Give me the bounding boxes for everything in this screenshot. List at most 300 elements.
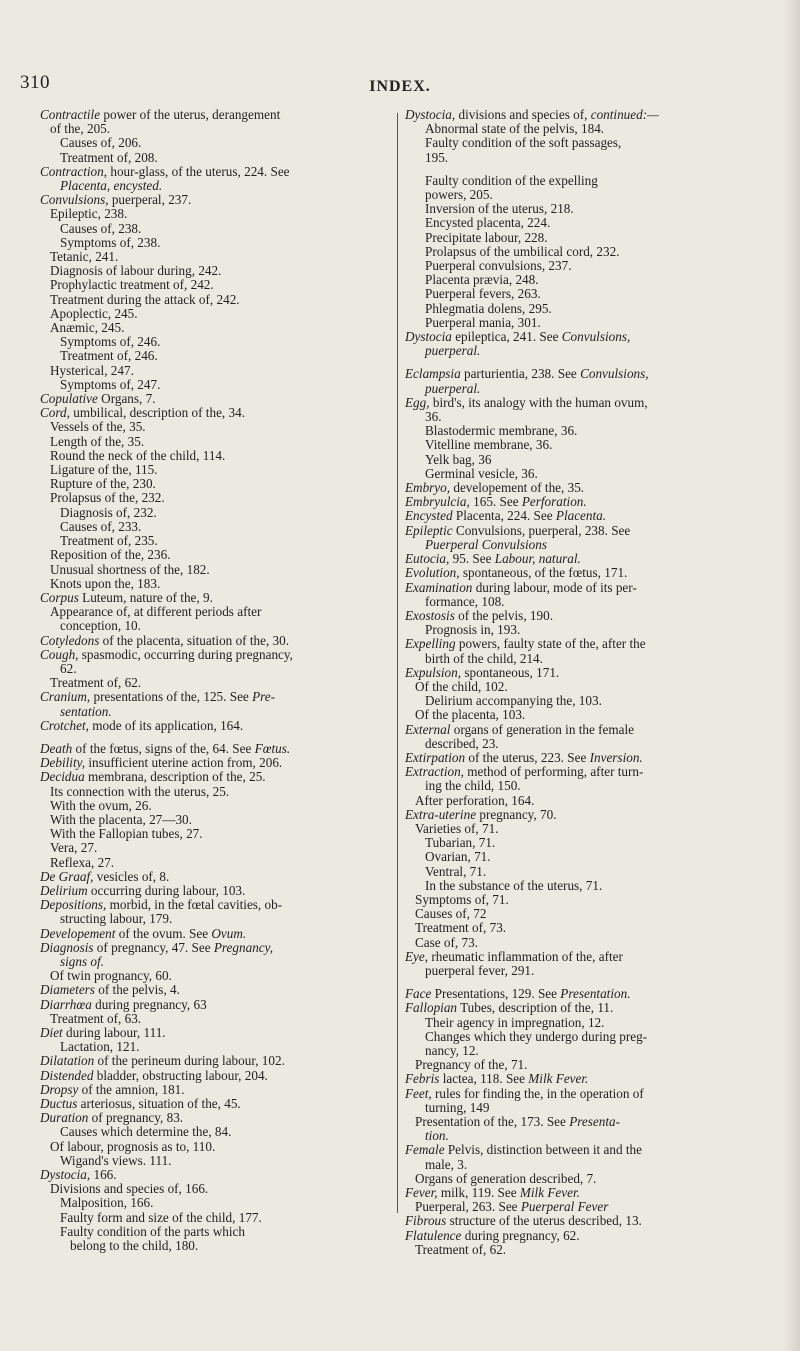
index-text: Faulty condition of the expelling — [425, 172, 598, 188]
index-cross-reference: Puerperal Fever — [520, 1199, 609, 1215]
index-entry — [405, 396, 763, 410]
index-term: puerperal. — [425, 343, 481, 359]
index-entry — [40, 1026, 388, 1040]
index-entry — [40, 222, 388, 236]
index-text: during pregnancy, 62. — [461, 1227, 580, 1243]
index-entry — [405, 552, 763, 566]
index-text: Tubes, description of the, 11. — [457, 1000, 614, 1016]
index-entry — [405, 287, 763, 301]
index-cross-reference: Fœtus. — [254, 740, 291, 756]
index-term: Embryo, — [405, 480, 451, 496]
index-entry — [405, 108, 763, 122]
index-cross-reference: Presenta- — [569, 1114, 620, 1130]
index-entry — [40, 870, 388, 884]
index-cross-reference: Convulsions, — [561, 329, 631, 345]
index-entry — [40, 648, 388, 662]
index-entry — [40, 364, 388, 378]
index-text: 36. — [425, 409, 442, 425]
index-term: Exostosis — [405, 607, 455, 623]
index-text: umbilical, description of the, 34. — [69, 405, 246, 421]
index-entry — [40, 122, 388, 136]
index-entry — [405, 1172, 763, 1186]
index-entry — [40, 1069, 388, 1083]
index-text: Puerperal convulsions, 237. — [425, 258, 572, 274]
index-text: Treatment of, 63. — [50, 1010, 142, 1026]
index-text: Reflexa, 27. — [50, 854, 115, 870]
index-term: signs of. — [60, 953, 104, 969]
index-term: Decidua — [40, 769, 85, 785]
index-entry — [405, 1186, 763, 1200]
index-cross-reference: Milk Fever. — [519, 1185, 580, 1201]
index-text: In the substance of the uterus, 71. — [425, 877, 603, 893]
index-entry — [40, 108, 388, 122]
index-entry — [40, 449, 388, 463]
index-entry — [40, 506, 388, 520]
index-text: described, 23. — [425, 735, 499, 751]
index-entry — [40, 335, 388, 349]
index-entry — [40, 1196, 388, 1210]
index-entry — [40, 1239, 388, 1253]
index-entry — [40, 856, 388, 870]
index-entry — [405, 637, 763, 651]
index-text: Organs, 7. — [97, 391, 156, 407]
index-entry — [405, 694, 763, 708]
index-text: Ventral, 71. — [425, 863, 487, 879]
index-text: bladder, obstructing labour, 204. — [93, 1067, 268, 1083]
index-text: Its connection with the uterus, 25. — [50, 783, 230, 799]
index-text: Luteum, nature of the, 9. — [78, 589, 213, 605]
index-cross-reference: Inversion. — [589, 749, 643, 765]
index-term: Female — [405, 1142, 445, 1158]
index-text: spontaneous, of the fœtus, 171. — [459, 565, 628, 581]
index-entry — [40, 563, 388, 577]
index-entry — [40, 392, 388, 406]
index-text: Vera, 27. — [50, 840, 98, 856]
index-text: Yelk bag, 36 — [425, 451, 492, 467]
index-text: morbid, in the fœtal cavities, ob- — [106, 897, 283, 913]
index-entry — [40, 813, 388, 827]
index-text: power of the uterus, derangement — [100, 107, 281, 122]
index-entry — [405, 467, 763, 481]
index-text: Of twin prognancy, 60. — [50, 968, 172, 984]
index-entry — [405, 424, 763, 438]
index-entry — [40, 1040, 388, 1054]
index-entry — [405, 1016, 763, 1030]
index-entry — [405, 836, 763, 850]
index-text: Diagnosis of, 232. — [60, 504, 157, 520]
index-text: birth of the child, 214. — [425, 650, 543, 666]
index-cross-reference: Convulsions, — [580, 366, 649, 382]
index-entry — [40, 742, 388, 756]
index-term: tion. — [425, 1128, 449, 1144]
index-text: 165. See — [469, 494, 519, 510]
index-text: organs of generation in the female — [450, 721, 635, 737]
index-text: Their agency in impregnation, 12. — [425, 1014, 605, 1030]
index-entry — [405, 1158, 763, 1172]
index-text: With the placenta, 27—30. — [50, 811, 192, 827]
index-entry — [405, 316, 763, 330]
index-cross-reference: Presentation. — [560, 986, 631, 1002]
index-term: Puerperal Convulsions — [425, 536, 547, 552]
index-entry — [40, 236, 388, 250]
index-text: during labour, mode of its per- — [472, 579, 637, 595]
index-entry — [40, 1182, 388, 1196]
index-entry — [40, 577, 388, 591]
index-text: spasmodic, occurring during pregnancy, — [78, 646, 293, 662]
index-text: rules for finding the, in the operation of — [431, 1085, 644, 1101]
index-entry — [40, 676, 388, 690]
index-entry — [405, 865, 763, 879]
index-entry — [40, 293, 388, 307]
index-entry — [405, 245, 763, 259]
index-text: Tubarian, 71. — [425, 835, 496, 851]
index-term: Cranium, — [40, 689, 91, 705]
index-entry — [405, 1214, 763, 1228]
index-entry — [40, 406, 388, 420]
index-entry — [40, 520, 388, 534]
index-text: Organs of generation described, 7. — [415, 1170, 597, 1186]
index-entry — [40, 534, 388, 548]
index-text: Placenta, 224. See — [452, 508, 553, 524]
index-text: Diagnosis of labour during, 242. — [50, 263, 222, 279]
index-entry — [40, 983, 388, 997]
index-term: Developement — [40, 925, 116, 941]
index-entry — [405, 666, 763, 680]
index-text: Inversion of the uterus, 218. — [425, 201, 574, 217]
index-term: Dystocia, — [405, 107, 456, 122]
index-term: Extra-uterine — [405, 806, 477, 822]
index-term: Corpus — [40, 589, 79, 605]
index-entry — [40, 193, 388, 207]
index-entry — [40, 998, 388, 1012]
index-text: Wigand's views. 111. — [60, 1152, 172, 1168]
index-text: powers, 205. — [425, 187, 493, 203]
index-term: Extraction, — [405, 764, 464, 780]
index-term: Dystocia — [405, 329, 452, 345]
index-text: Placenta prævia, 248. — [425, 272, 539, 288]
index-entry — [40, 898, 388, 912]
index-entry — [40, 619, 388, 633]
index-entry — [405, 879, 763, 893]
index-entry — [405, 122, 763, 136]
index-text: of the perineum during labour, 102. — [94, 1053, 285, 1069]
index-column-left — [40, 108, 388, 1253]
index-text: Reposition of the, 236. — [50, 547, 171, 563]
index-term: Fibrous — [405, 1213, 447, 1229]
index-term: Death — [40, 740, 73, 756]
index-text: Rupture of the, 230. — [50, 476, 156, 492]
index-cross-reference: continued:— — [590, 107, 659, 122]
index-text: Causes of, 206. — [60, 135, 142, 151]
index-term: Encysted — [405, 508, 453, 524]
index-entry — [40, 827, 388, 841]
index-entry — [40, 605, 388, 619]
index-entry — [405, 302, 763, 316]
index-term: Cough, — [40, 646, 79, 662]
index-entry — [405, 1058, 763, 1072]
index-entry — [405, 202, 763, 216]
index-entry — [405, 794, 763, 808]
index-text: Presentations, 129. See — [431, 986, 557, 1002]
index-text: formance, 108. — [425, 593, 505, 609]
index-text: With the ovum, 26. — [50, 797, 152, 813]
index-text: Prophylactic treatment of, 242. — [50, 277, 214, 293]
index-cross-reference: Ovum. — [211, 925, 247, 941]
index-text: Puerperal mania, 301. — [425, 314, 541, 330]
index-term: Expelling — [405, 636, 456, 652]
index-text: parturientia, 238. See — [460, 366, 577, 382]
index-text: milk, 119. See — [437, 1185, 517, 1201]
index-text: Ovarian, 71. — [425, 849, 491, 865]
index-text: of the, 205. — [50, 121, 111, 137]
index-text: Tetanic, 241. — [50, 249, 119, 265]
index-term: Fever, — [405, 1185, 438, 1201]
index-entry — [40, 662, 388, 676]
index-term: Convulsions, — [40, 192, 109, 208]
index-text: Delirium accompanying the, 103. — [425, 693, 602, 709]
index-entry — [405, 581, 763, 595]
index-text: Of labour, prognosis as to, 110. — [50, 1138, 216, 1154]
index-entry — [405, 936, 763, 950]
index-text: powers, faulty state of the, after the — [455, 636, 646, 652]
index-text: Causes of, 238. — [60, 220, 142, 236]
index-cross-reference: Labour, natural. — [494, 551, 581, 567]
index-text: Ligature of the, 115. — [50, 462, 158, 478]
index-entry — [405, 850, 763, 864]
index-text: Precipitate labour, 228. — [425, 229, 548, 245]
index-entry — [405, 1200, 763, 1214]
index-text: structing labour, 179. — [60, 911, 173, 927]
index-text: Treatment of, 246. — [60, 348, 158, 364]
index-entry — [405, 1030, 763, 1044]
index-text: Faulty condition of the soft passages, — [425, 135, 622, 151]
index-term: Fallopian — [405, 1000, 458, 1016]
index-entry — [40, 463, 388, 477]
index-term: Egg, — [405, 394, 430, 410]
index-term: Face — [405, 986, 432, 1002]
index-text: of the pelvis, 4. — [94, 982, 180, 998]
index-text: Vitelline membrane, 36. — [425, 437, 553, 453]
index-entry — [40, 1140, 388, 1154]
index-entry — [40, 179, 388, 193]
index-text: Knots upon the, 183. — [50, 575, 161, 591]
index-text: mode of its application, 164. — [88, 717, 244, 733]
column-divider — [397, 113, 398, 1213]
index-text: Treatment of, 235. — [60, 533, 158, 549]
index-entry — [40, 1125, 388, 1139]
index-text: turning, 149 — [425, 1099, 490, 1115]
index-entry — [40, 955, 388, 969]
index-text: Blastodermic membrane, 36. — [425, 423, 578, 439]
index-entry — [40, 491, 388, 505]
index-text: Abnormal state of the pelvis, 184. — [425, 121, 605, 137]
index-cross-reference: Perforation. — [521, 494, 587, 510]
index-text: epileptica, 241. See — [451, 329, 559, 345]
index-text: Treatment of, 62. — [415, 1241, 507, 1257]
index-text: Hysterical, 247. — [50, 362, 134, 378]
index-term: Extirpation — [405, 749, 466, 765]
index-text: of the uterus, 223. See — [465, 749, 587, 765]
index-text: Of the placenta, 103. — [415, 707, 526, 723]
index-entry — [40, 1168, 388, 1182]
index-entry — [405, 822, 763, 836]
index-cross-reference: Pre- — [252, 689, 276, 705]
index-term: Diarrhœa — [40, 996, 92, 1012]
index-entry — [40, 136, 388, 150]
index-term: Dilatation — [40, 1053, 95, 1069]
index-text: Symptoms of, 71. — [415, 891, 509, 907]
index-text: presentations of the, 125. See — [90, 689, 249, 705]
index-term: Diet — [40, 1025, 63, 1040]
index-text: nancy, 12. — [425, 1043, 479, 1058]
index-entry — [40, 264, 388, 278]
index-entry — [405, 680, 763, 694]
index-entry — [405, 1001, 763, 1015]
index-text: Of the child, 102. — [415, 678, 508, 694]
index-text: Pelvis, distinction between it and the — [444, 1142, 642, 1158]
index-term: Delirium — [40, 882, 88, 898]
index-term: Placenta, encysted. — [60, 178, 163, 194]
index-text: Appearance of, at different periods after — [50, 604, 262, 620]
index-term: Crotchet, — [40, 717, 89, 733]
index-term: Dropsy — [40, 1081, 79, 1097]
index-entry — [405, 808, 763, 822]
index-term: Diagnosis — [40, 939, 94, 955]
index-term: Contractile — [40, 107, 101, 122]
index-entry — [40, 420, 388, 434]
index-text: Round the neck of the child, 114. — [50, 447, 226, 463]
index-term: Contraction, — [40, 163, 108, 179]
index-text: Divisions and species of, 166. — [50, 1181, 209, 1197]
index-text: of the amnion, 181. — [78, 1081, 185, 1097]
index-text: method of performing, after turn- — [463, 764, 644, 780]
index-entry — [40, 349, 388, 363]
index-entry — [40, 321, 388, 335]
index-entry — [405, 1143, 763, 1157]
index-entry — [405, 950, 763, 964]
index-entry — [405, 652, 763, 666]
index-entry — [405, 566, 763, 580]
index-text: Malposition, 166. — [60, 1195, 154, 1211]
index-text: belong to the child, 180. — [70, 1238, 199, 1254]
index-entry — [405, 921, 763, 935]
index-entry — [40, 1225, 388, 1239]
index-text: Faulty condition of the parts which — [60, 1223, 245, 1239]
index-term: Epileptic — [405, 522, 453, 538]
index-entry — [405, 1101, 763, 1115]
index-text: After perforation, 164. — [415, 792, 535, 808]
index-entry — [40, 151, 388, 165]
index-entry — [405, 751, 763, 765]
index-text: rheumatic inflammation of the, after — [428, 948, 623, 964]
index-entry — [405, 453, 763, 467]
index-text: during pregnancy, 63 — [91, 996, 207, 1012]
index-entry — [40, 1054, 388, 1068]
index-entry — [40, 1211, 388, 1225]
running-head: INDEX. — [369, 78, 431, 95]
index-term: Flatulence — [405, 1227, 462, 1243]
index-entry — [405, 410, 763, 424]
index-column-right — [405, 108, 763, 1257]
index-text: of pregnancy, 47. See — [93, 939, 211, 955]
index-text: Vessels of the, 35. — [50, 419, 146, 435]
index-entry — [405, 737, 763, 751]
index-text: 166. — [90, 1167, 117, 1183]
index-entry — [405, 330, 763, 344]
index-entry — [40, 1111, 388, 1125]
index-term: De Graaf, — [40, 868, 94, 884]
index-text: Prolapsus of the umbilical cord, 232. — [425, 243, 620, 259]
index-term: Embryulcia, — [405, 494, 470, 510]
index-term: sentation. — [60, 703, 112, 719]
index-entry — [40, 969, 388, 983]
index-entry — [405, 344, 763, 358]
index-term: Feet, — [405, 1085, 432, 1101]
index-entry — [40, 477, 388, 491]
index-term: Copulative — [40, 391, 98, 407]
index-text: Apoplectic, 245. — [50, 305, 138, 321]
index-entry — [40, 927, 388, 941]
index-text: Length of the, 35. — [50, 433, 145, 449]
index-term: Eutocia, — [405, 551, 450, 567]
index-entry — [40, 690, 388, 704]
index-text: 195. — [425, 149, 449, 165]
index-text: male, 3. — [425, 1156, 468, 1172]
index-entry — [405, 188, 763, 202]
index-entry — [40, 912, 388, 926]
index-entry — [405, 907, 763, 921]
index-term: Examination — [405, 579, 473, 595]
index-entry — [40, 705, 388, 719]
index-text: ing the child, 150. — [425, 778, 521, 794]
index-entry — [405, 231, 763, 245]
index-text: membrana, description of the, 25. — [84, 769, 266, 785]
index-term: Dystocia, — [40, 1167, 91, 1183]
index-entry — [40, 548, 388, 562]
index-text: Treatment of, 208. — [60, 149, 158, 165]
index-text: Epileptic, 238. — [50, 206, 128, 222]
index-entry — [40, 278, 388, 292]
index-text: puerperal, 237. — [108, 192, 192, 208]
index-entry — [40, 756, 388, 770]
index-text: Unusual shortness of the, 182. — [50, 561, 210, 577]
index-text: insufficient uterine action from, 206. — [85, 755, 283, 771]
index-text: puerperal fever, 291. — [425, 962, 535, 978]
index-entry — [405, 609, 763, 623]
index-entry — [40, 378, 388, 392]
index-term: Duration — [40, 1110, 89, 1126]
index-term: External — [405, 721, 451, 737]
index-text: hour-glass, of the uterus, 224. See — [107, 163, 290, 179]
index-entry — [405, 1229, 763, 1243]
index-entry — [40, 250, 388, 264]
index-entry — [405, 765, 763, 779]
index-entry — [40, 841, 388, 855]
index-text: 62. — [60, 660, 77, 676]
page-number: 310 — [20, 72, 50, 93]
index-text: Treatment during the attack of, 242. — [50, 291, 240, 307]
index-text: Symptoms of, 247. — [60, 376, 161, 392]
index-term: Febris — [405, 1071, 440, 1087]
index-cross-reference: Placenta. — [555, 508, 607, 524]
index-entry — [40, 1097, 388, 1111]
index-entry — [405, 216, 763, 230]
index-entry — [405, 509, 763, 523]
index-text: developement of the, 35. — [450, 480, 585, 496]
index-text: Presentation of the, 173. See — [415, 1114, 566, 1130]
index-entry — [40, 785, 388, 799]
index-text: of the placenta, situation of the, 30. — [99, 632, 290, 648]
